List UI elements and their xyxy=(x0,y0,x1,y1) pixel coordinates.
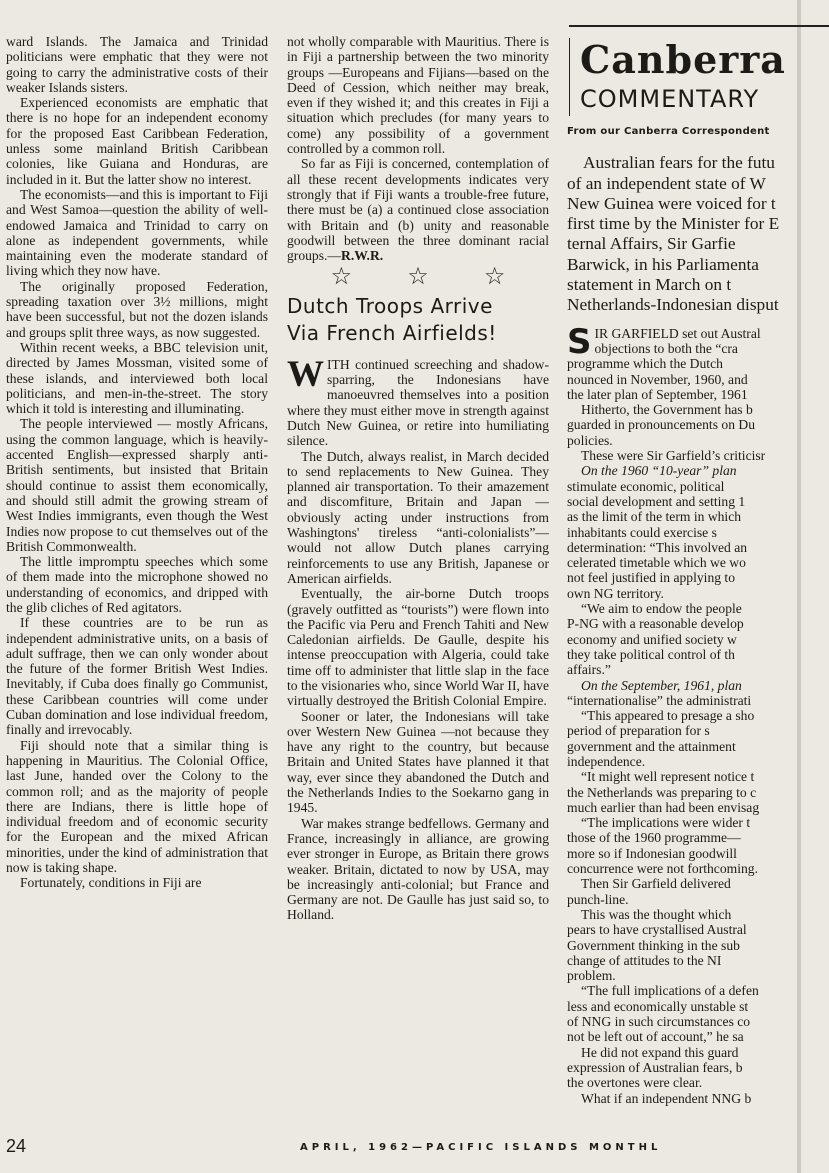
line: He did not expand this guard xyxy=(581,1044,739,1060)
drop-cap: W xyxy=(287,353,324,395)
headline-line-2: Via French Airfields! xyxy=(287,320,497,345)
line: own NG territory. xyxy=(567,585,664,601)
lede-line: Australian fears for the futu xyxy=(583,153,775,173)
paragraph xyxy=(567,907,801,983)
line: much earlier than had been envisag xyxy=(567,799,760,815)
line: nounced in November, 1960, and xyxy=(567,371,748,387)
line: On the September, 1961, plan xyxy=(581,677,742,693)
paragraph xyxy=(567,678,801,709)
line: This was the thought which xyxy=(581,906,732,922)
paragraph: The economists—and this is important to Fiji and West Samoa—question the ability of well-endowed Jamaica and Trinidad to carry on alone as independent governments, while maintaining even the moderate standard of living which they now have. xyxy=(6,186,268,279)
lede-line: Netherlands-Indonesian disput xyxy=(567,295,779,315)
page-number: 24 xyxy=(6,1136,27,1156)
article-headline xyxy=(287,293,549,347)
line: expression of Australian fears, b xyxy=(567,1059,743,1075)
column-3 xyxy=(567,34,801,1106)
line: affairs.” xyxy=(567,662,611,678)
star-icon: ☆ xyxy=(330,262,353,291)
star-icon: ☆ xyxy=(483,262,506,291)
paragraph xyxy=(567,1045,801,1091)
paragraph xyxy=(567,769,801,815)
canberra-first-paragraph xyxy=(567,321,801,402)
line: policies. xyxy=(567,432,613,448)
masthead-subtitle: COMMENTARY xyxy=(580,85,760,113)
line: problem. xyxy=(567,968,616,984)
line: economy and unified society w xyxy=(567,631,737,647)
line: as the limit of the term in which xyxy=(567,509,742,525)
line: the overtones were clear. xyxy=(567,1075,703,1091)
line: the later plan of September, 1961 xyxy=(567,386,748,402)
paragraph xyxy=(567,1091,801,1106)
paragraph: The little impromptu speeches which some of them made into the microphone showed no understanding of economics, and dripped with the glib cliches of Red agitators. xyxy=(6,554,268,615)
line: not feel justified in applying to xyxy=(567,570,736,586)
paragraph: Experienced economists are emphatic that there is no hope for an independent economy for the proposed East Caribbean Federation, unless some mainland British Caribbean colonies, like Guiana and Honduras, are included in it. But the latter show no interest. xyxy=(6,95,268,187)
line: period of preparation for s xyxy=(567,723,710,739)
running-footer: APRIL, 1962—PACIFIC ISLANDS MONTHL xyxy=(300,1142,662,1153)
paragraph: Fiji should note that a similar thing is happening in Mauritius. The Colonial Office, last June, handed over the Colony to the common roll; and as the majority of people there are Indians, there is little hope of individual freedom and of economic security for the European and the mixed African minorities, under the kind of administration that now is taking shape. xyxy=(6,737,268,876)
article-first-paragraph xyxy=(287,353,549,449)
first-paragraph-text: ITH continued screeching and shadow-sparring, the Indonesians have manoeuvred themselves into a position where they must either move in strength against Dutch New Guinea, or retire into humiliating silence. xyxy=(287,356,549,449)
line: Hitherto, the Government has b xyxy=(581,402,753,418)
line: the Netherlands was preparing to c xyxy=(567,784,757,800)
canberra-body xyxy=(567,402,801,1106)
line: pears to have crystallised Austral xyxy=(567,922,747,938)
paragraph xyxy=(287,34,549,156)
masthead-title: Canberra xyxy=(580,37,786,82)
line: less and economically unstable st xyxy=(567,998,749,1014)
line: “internationalise” the administrati xyxy=(567,692,752,708)
line: objections to both the “cra xyxy=(594,340,738,356)
line: “We aim to endow the people xyxy=(581,601,742,617)
paragraph-text: not wholly comparable with Mauritius. There is in Fiji a partnership between the two minority groups —Europeans and Fijians—based on the Deed of Cession, which neither may break, even if they wished it; and this creates in Fiji a situation which precludes (for many years to come) any possibility of a government controlled by a common roll. xyxy=(287,34,549,157)
line: social development and setting 1 xyxy=(567,493,746,509)
byline: From our Canberra Correspondent xyxy=(567,126,770,137)
line: “The implications were wider t xyxy=(581,815,751,831)
lede xyxy=(567,153,801,315)
lede-line: statement in March on t xyxy=(567,275,732,295)
paragraph xyxy=(567,708,801,769)
line: Government thinking in the sub xyxy=(567,937,740,953)
star-divider xyxy=(287,262,549,291)
line: “It might well represent notice t xyxy=(581,769,755,785)
paragraph xyxy=(567,815,801,876)
paragraph: The people interviewed — mostly Africans, using the common language, which is heavily-accented English—expressed sharply anti-British sentiments, but insisted that Britain should continue to assist them economically, and should still admit the growing stream of West Indies immigrants, even though the West Indies now propose to cut themselves out of the British Commonwealth. xyxy=(6,416,268,554)
column-1 xyxy=(6,34,268,891)
line: change of attitudes to the NI xyxy=(567,952,722,968)
line: guarded in pronouncements on Du xyxy=(567,417,756,433)
drop-cap: S xyxy=(567,321,592,362)
paragraph: The originally proposed Federation, spreading taxation over 3½ millions, might have been successful, but not the dozen islands and groups split three ways, as now suggested. xyxy=(6,278,268,340)
lede-line: New Guinea were voiced for t xyxy=(567,193,776,213)
paragraph: Sooner or later, the Indonesians will take over Western New Guinea —not because they have any right to the country, but because Britain and United States have planned it that way, ever since they abandoned the Dutch and the Netherlands Indies to the Soekarno gang in 1945. xyxy=(287,708,549,816)
paragraph: Fortunately, conditions in Fiji are xyxy=(20,875,202,891)
paragraph-text: So far as Fiji is concerned, contemplation of all these recent developments indicates very strongly that if Fiji wants a trouble-free future, there must be (a) a continued close association with Britain and (b) unity and reasonable goodwill between the three dominant racial groups.— xyxy=(287,156,549,264)
lede-line: of an independent state of W xyxy=(567,173,766,193)
line: those of the 1960 programme— xyxy=(567,830,741,846)
paragraph xyxy=(567,448,801,463)
masthead xyxy=(569,38,801,116)
lede-line: ternal Affairs, Sir Garfie xyxy=(567,234,736,254)
line: P-NG with a reasonable develop xyxy=(567,616,744,632)
paragraph: Eventually, the air-borne Dutch troops (gravely outfitted as “tourists”) were flown into the Pacific via Peru and French Tahiti and New Caledonian airfields. De Gaulle, despite his intense preoccupation with Algeria, could take time off to administer that little slap in the face to the visionaries who, since World War II, have virtually destroyed the British Colonial Empire. xyxy=(287,586,549,709)
paragraph xyxy=(567,402,801,448)
headline-line-1: Dutch Troops Arrive xyxy=(287,293,493,318)
article-body xyxy=(287,449,549,923)
paragraph xyxy=(567,983,801,1044)
paragraph: If these countries are to be run as independent administrative units, on a basis of adult suffrage, then we can only wonder about the future of the former British West Indies. Inevitably, if Cuba does finally go Communist, these Caribbean countries will come under Cuban domination and lose individual freedom, finally and irrevocably. xyxy=(6,615,268,738)
line: celerated timetable which we wo xyxy=(567,555,746,571)
line: What if an independent NNG b xyxy=(581,1090,752,1106)
masthead-rule xyxy=(569,25,829,27)
line: On the 1960 “10-year” plan xyxy=(581,463,737,479)
line: IR GARFIELD set out Austral xyxy=(594,325,761,341)
line: Then Sir Garfield delivered xyxy=(581,876,731,892)
line: programme which the Dutch xyxy=(567,356,723,372)
line: determination: “This involved an xyxy=(567,539,748,555)
line: inhabitants could exercise s xyxy=(567,524,717,540)
paragraph: The Dutch, always realist, in March decided to send replacements to New Guinea. They planned air transportation. To their amazement and discomfiture, Britain and Japan —obviously acting under instructions from Washingtons' tireless “anti-colonialists”—would not allow Dutch planes carrying reinforcements to use any British, Japanese or American airfields. xyxy=(287,448,549,586)
lede-line: Barwick, in his Parliamenta xyxy=(567,254,759,274)
line: “This appeared to presage a sho xyxy=(581,708,755,724)
column-2 xyxy=(287,34,549,923)
star-icon: ☆ xyxy=(407,262,429,291)
line: concurrence were not forthcoming. xyxy=(567,861,758,877)
line: not be left out of account,” he sa xyxy=(567,1029,744,1045)
line: “The full implications of a defen xyxy=(581,983,759,999)
author-signature: R.W.R. xyxy=(341,248,384,264)
paragraph xyxy=(567,601,801,677)
line: stimulate economic, political xyxy=(567,478,725,494)
line: These were Sir Garfield’s criticisr xyxy=(581,448,766,464)
paragraph xyxy=(287,156,549,263)
column-2-intro xyxy=(287,34,549,263)
paragraph: ward Islands. The Jamaica and Trinidad politicians were emphatic that they were not going to carry the administrative costs of their weaker Islands sisters. xyxy=(6,34,268,95)
line: of NNG in such circumstances co xyxy=(567,1014,751,1030)
paragraph: War makes strange bedfellows. Germany and France, increasingly in alliance, are growing ever stronger in Europe, as Britain there grows weaker. Britain, dictated to now by USA, may be increasingly anti-colonial; but France and Germany are not. De Gaulle has just said so, to Holland. xyxy=(287,815,549,923)
line: punch-line. xyxy=(567,891,629,907)
paragraph: Within recent weeks, a BBC television unit, directed by James Mossman, visited some of these islands, and interviewed both local politicians, and men-in-the-street. The story which it told is interesting and illuminating. xyxy=(6,339,268,417)
line: more so if Indonesian goodwill xyxy=(567,845,737,861)
lede-line: first time by the Minister for E xyxy=(567,214,780,234)
paragraph xyxy=(567,463,801,601)
line: independence. xyxy=(567,753,646,769)
line: government and the attainment xyxy=(567,738,736,754)
line: they take political control of th xyxy=(567,646,735,662)
paragraph xyxy=(567,876,801,907)
